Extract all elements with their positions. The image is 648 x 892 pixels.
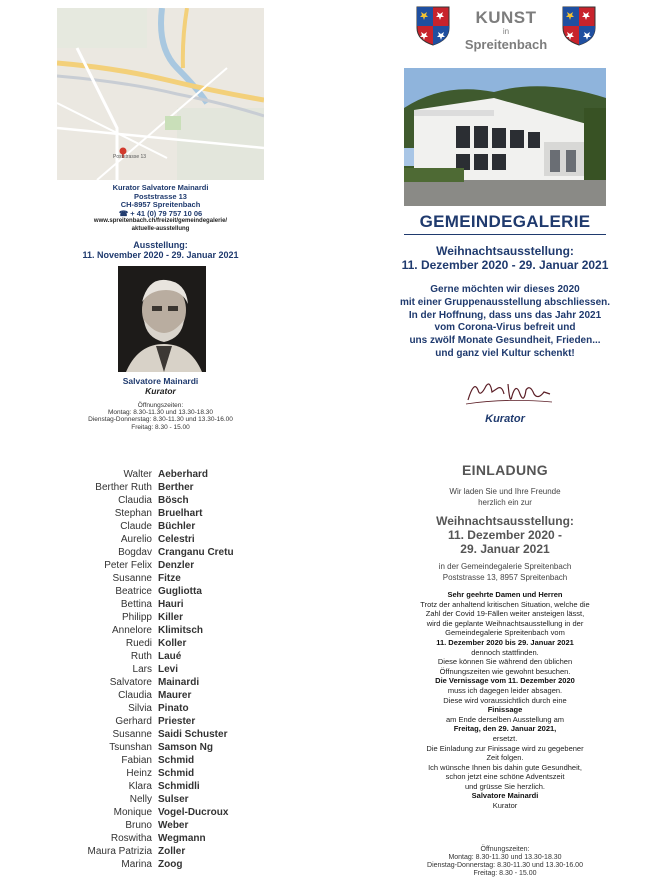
artist-last-name: Klimitsch <box>158 625 204 636</box>
invitation-line1: Wir laden Sie und Ihre Freunde <box>449 487 561 496</box>
artist-last-name: Vogel-Ducroux <box>158 807 229 818</box>
artist-row <box>60 572 280 585</box>
letter-line: Öffnungszeiten wie gewohnt besuchen. <box>439 666 571 676</box>
exhibition-heading-dates: 11. Dezember 2020 - 29. Januar 2021 <box>401 258 609 272</box>
hours-right-line3: Freitag: 8.30 - 15.00 <box>473 870 537 877</box>
invitation-exhibition <box>380 514 630 556</box>
artist-first-name: Philipp <box>121 612 152 623</box>
curator-role-right: Kurator <box>485 413 525 425</box>
artist-row <box>60 819 280 832</box>
artist-last-name: Killer <box>158 612 184 623</box>
contact-name: Kurator Salvatore Mainardi <box>112 183 209 192</box>
artist-last-name: Aeberhard <box>158 469 209 480</box>
contact-block <box>57 184 264 233</box>
header-kunst: KUNST <box>475 8 537 27</box>
artist-first-name: Tsunshan <box>109 742 152 753</box>
artist-row <box>60 494 280 507</box>
invitation-exhibition-date2: 29. Januar 2021 <box>460 542 550 556</box>
artist-first-name: Berther Ruth <box>95 482 152 493</box>
letter-line: Zahl der Covid 19-Fällen weiter ansteigen lässt, <box>425 609 585 619</box>
hours-left-title: Öffnungszeiten: <box>137 402 184 409</box>
letter-line: ersetzt. <box>492 733 518 743</box>
intro-line: vom Corona-Virus befreit und <box>434 322 576 334</box>
artist-first-name: Monique <box>113 807 152 818</box>
header-in: in <box>502 27 510 36</box>
header-place: Spreitenbach <box>464 37 548 52</box>
artist-row <box>60 832 280 845</box>
contact-phone[interactable]: ☎ + 41 (0) 79 757 10 06 <box>118 208 203 218</box>
artist-list <box>60 468 280 871</box>
artist-row <box>60 767 280 780</box>
map-pin-label: Poststrasse 13 <box>113 154 147 160</box>
title-divider <box>404 234 606 235</box>
exhibition-left-dates: 11. November 2020 - 29. Januar 2021 <box>82 250 239 260</box>
invitation-place1: in der Gemeindegalerie Spreitenbach <box>438 562 572 571</box>
artist-first-name: Susanne <box>112 729 152 740</box>
gallery-title: GEMEINDEGALERIE <box>419 212 591 231</box>
curator-portrait <box>118 266 206 372</box>
letter-line: Diese wird voraussichtlich durch eine <box>443 695 567 705</box>
invitation-place2: Poststrasse 13, 8957 Spreitenbach <box>442 572 568 582</box>
location-map[interactable] <box>57 8 264 180</box>
artist-last-name: Pinato <box>158 703 189 714</box>
letter-line: Ich wünsche Ihnen bis dahin gute Gesundheit, <box>428 762 582 772</box>
letter-line: Trotz der anhaltend kritischen Situation, welche die <box>420 599 590 609</box>
artist-row <box>60 728 280 741</box>
letter-line: 11. Dezember 2020 bis 29. Januar 2021 <box>436 637 574 647</box>
intro-line: mit einer Gruppenausstellung abschliessen. <box>399 296 611 308</box>
intro-line: uns zwölf Monate Gesundheit, Frieden... <box>409 335 601 347</box>
contact-street: Poststrasse 13 <box>134 191 187 201</box>
invitation-title: EINLADUNG <box>462 462 548 478</box>
letter-greeting: Sehr geehrte Damen und Herren <box>447 590 563 599</box>
artist-first-name: Bogdav <box>118 547 152 558</box>
artist-last-name: Weber <box>158 820 189 831</box>
contact-url[interactable] <box>57 218 264 233</box>
artist-last-name: Zoog <box>158 859 183 870</box>
artist-row <box>60 624 280 637</box>
building-graphic <box>404 68 606 206</box>
artist-row <box>60 741 280 754</box>
exhibition-heading-title: Weihnachtsausstellung: <box>436 244 574 258</box>
artist-last-name: Denzler <box>158 560 195 571</box>
gallery-building-photo <box>404 68 606 206</box>
letter-line: schon jetzt eine schöne Adventszeit <box>445 772 565 782</box>
artist-row <box>60 598 280 611</box>
exhibition-left-label: Ausstellung: <box>133 240 188 250</box>
artist-first-name: Marina <box>121 859 152 870</box>
artist-last-name: Hauri <box>158 599 184 610</box>
map-graphic <box>57 8 264 180</box>
artist-last-name: Schmidli <box>158 781 200 792</box>
artist-row <box>60 663 280 676</box>
artist-row <box>60 585 280 598</box>
letter-line: Zeit folgen. <box>486 753 524 763</box>
letter-sign-role: Kurator <box>492 801 518 811</box>
artist-row <box>60 533 280 546</box>
artist-row <box>60 806 280 819</box>
coat-of-arms-icon <box>416 6 450 46</box>
letter-line: Finissage <box>487 705 523 715</box>
intro-text <box>370 284 640 361</box>
artist-row <box>60 754 280 767</box>
artist-first-name: Susanne <box>112 573 152 584</box>
hours-right-title: Öffnungszeiten: <box>480 846 530 853</box>
artist-row <box>60 468 280 481</box>
artist-row <box>60 611 280 624</box>
artist-first-name: Lars <box>132 664 152 675</box>
letter-line: Die Vernissage vom 11. Dezember 2020 <box>435 676 575 686</box>
artist-first-name: Annelore <box>111 625 152 636</box>
artist-last-name: Laué <box>158 651 182 662</box>
artist-first-name: Heinz <box>126 768 152 779</box>
artist-row <box>60 546 280 559</box>
artist-first-name: Salvatore <box>109 677 152 688</box>
contact-url-line2[interactable]: aktuelle-ausstellung <box>131 225 190 232</box>
artist-row <box>60 637 280 650</box>
artist-first-name: Ruedi <box>125 638 152 649</box>
invitation-place <box>380 562 630 583</box>
opening-hours-right <box>380 846 630 878</box>
hours-left-line1: Montag: 8.30-11.30 und 13.30-18.30 <box>107 409 214 417</box>
artist-row <box>60 845 280 858</box>
artist-row <box>60 702 280 715</box>
artist-last-name: Bruelhart <box>158 508 203 519</box>
hours-left-line3: Freitag: 8.30 - 15.00 <box>131 423 190 431</box>
artist-row <box>60 559 280 572</box>
artist-last-name: Mainardi <box>158 677 200 688</box>
letter-line: Freitag, den 29. Januar 2021, <box>453 724 557 734</box>
invitation-intro <box>390 487 620 508</box>
artist-row <box>60 689 280 702</box>
artist-last-name: Büchler <box>158 521 196 532</box>
letter-sign-name: Salvatore Mainardi <box>471 791 539 801</box>
letter-line: Gemeindegalerie Spreitenbach vom <box>445 628 565 638</box>
artist-row <box>60 481 280 494</box>
artist-first-name: Roswitha <box>110 833 152 844</box>
header-title <box>456 8 556 52</box>
artist-first-name: Ruth <box>130 651 152 662</box>
intro-line: In der Hoffnung, dass uns das Jahr 2021 <box>408 309 602 321</box>
artist-last-name: Maurer <box>158 690 192 701</box>
artist-last-name: Gugliotta <box>158 586 202 597</box>
artist-last-name: Schmid <box>158 755 195 766</box>
artist-last-name: Schmid <box>158 768 195 779</box>
artist-first-name: Gerhard <box>115 716 152 727</box>
letter-line: muss ich dagegen leider absagen. <box>447 685 563 695</box>
contact-url-line1[interactable]: www.spreitenbach.ch/freizeit/gemeindegalerie/ <box>93 218 228 225</box>
invitation-exhibition-title: Weihnachtsausstellung: <box>436 514 574 528</box>
artist-last-name: Celestri <box>158 534 195 545</box>
artist-last-name: Samson Ng <box>158 742 214 753</box>
artist-last-name: Bösch <box>158 495 189 506</box>
artist-row <box>60 520 280 533</box>
artist-first-name: Nelly <box>129 794 152 805</box>
letter-line: Diese können Sie während den üblichen <box>437 657 573 667</box>
opening-hours-left <box>57 402 264 431</box>
artist-first-name: Bettina <box>120 599 152 610</box>
artist-first-name: Klara <box>128 781 152 792</box>
artist-row <box>60 858 280 871</box>
artist-last-name: Sulser <box>158 794 189 805</box>
curator-left-name: Salvatore Mainardi <box>122 376 199 386</box>
artist-first-name: Aurelio <box>120 534 152 545</box>
curator-left <box>57 376 264 396</box>
artist-row <box>60 780 280 793</box>
hours-right-line1: Montag: 8.30-11.30 und 13.30-18.30 <box>448 854 562 861</box>
artist-last-name: Wegmann <box>158 833 206 844</box>
hours-left-line2: Dienstag-Donnerstag: 8.30-11.30 und 13.30-16.00 <box>88 416 233 424</box>
artist-first-name: Maura Patrizia <box>87 846 152 857</box>
artist-first-name: Claude <box>120 521 152 532</box>
contact-city: CH-8957 Spreitenbach <box>120 200 201 210</box>
exhibition-left <box>57 240 264 260</box>
artist-last-name: Berther <box>158 482 194 493</box>
artist-first-name: Silvia <box>128 703 152 714</box>
artist-first-name: Claudia <box>118 495 152 506</box>
artist-row <box>60 650 280 663</box>
invitation-line2: herzlich ein zur <box>478 497 532 507</box>
intro-line: Gerne möchten wir dieses 2020 <box>430 284 580 295</box>
letter-line: und grüsse Sie herzlich. <box>464 781 546 791</box>
invitation-exhibition-date1: 11. Dezember 2020 - <box>447 528 563 542</box>
artist-first-name: Bruno <box>125 820 152 831</box>
artist-last-name: Saidi Schuster <box>158 729 228 740</box>
artist-first-name: Claudia <box>118 690 152 701</box>
artist-first-name: Peter Felix <box>104 560 152 571</box>
artist-first-name: Beatrice <box>115 586 152 597</box>
exhibition-heading <box>380 244 630 272</box>
letter-line: am Ende derselben Ausstellung am <box>446 714 564 724</box>
artist-row <box>60 507 280 520</box>
invitation-letter <box>380 590 630 811</box>
artist-last-name: Priester <box>158 716 196 727</box>
artist-row <box>60 715 280 728</box>
artist-row <box>60 676 280 689</box>
artist-last-name: Cranganu Cretu <box>158 547 234 558</box>
letter-line: dennoch stattfinden. <box>471 647 539 657</box>
portrait-graphic <box>118 266 206 372</box>
artist-last-name: Koller <box>158 638 187 649</box>
artist-row <box>60 793 280 806</box>
letter-line: Die Einladung zur Finissage wird zu gegebener <box>426 743 584 753</box>
artist-first-name: Fabian <box>121 755 152 766</box>
letter-line: wird die geplante Weihnachtsausstellung in der <box>426 618 584 628</box>
curator-signature <box>464 376 554 410</box>
curator-left-role: Kurator <box>145 386 176 396</box>
hours-right-line2: Dienstag-Donnerstag: 8.30-11.30 und 13.30-16.00 <box>427 862 583 869</box>
intro-line: und ganz viel Kultur schenkt! <box>435 347 575 359</box>
artist-last-name: Fitze <box>158 573 181 584</box>
artist-last-name: Levi <box>158 664 179 675</box>
artist-first-name: Walter <box>123 469 152 480</box>
artist-first-name: Stephan <box>114 508 152 519</box>
coat-of-arms-icon <box>562 6 596 46</box>
artist-last-name: Zoller <box>158 846 186 857</box>
